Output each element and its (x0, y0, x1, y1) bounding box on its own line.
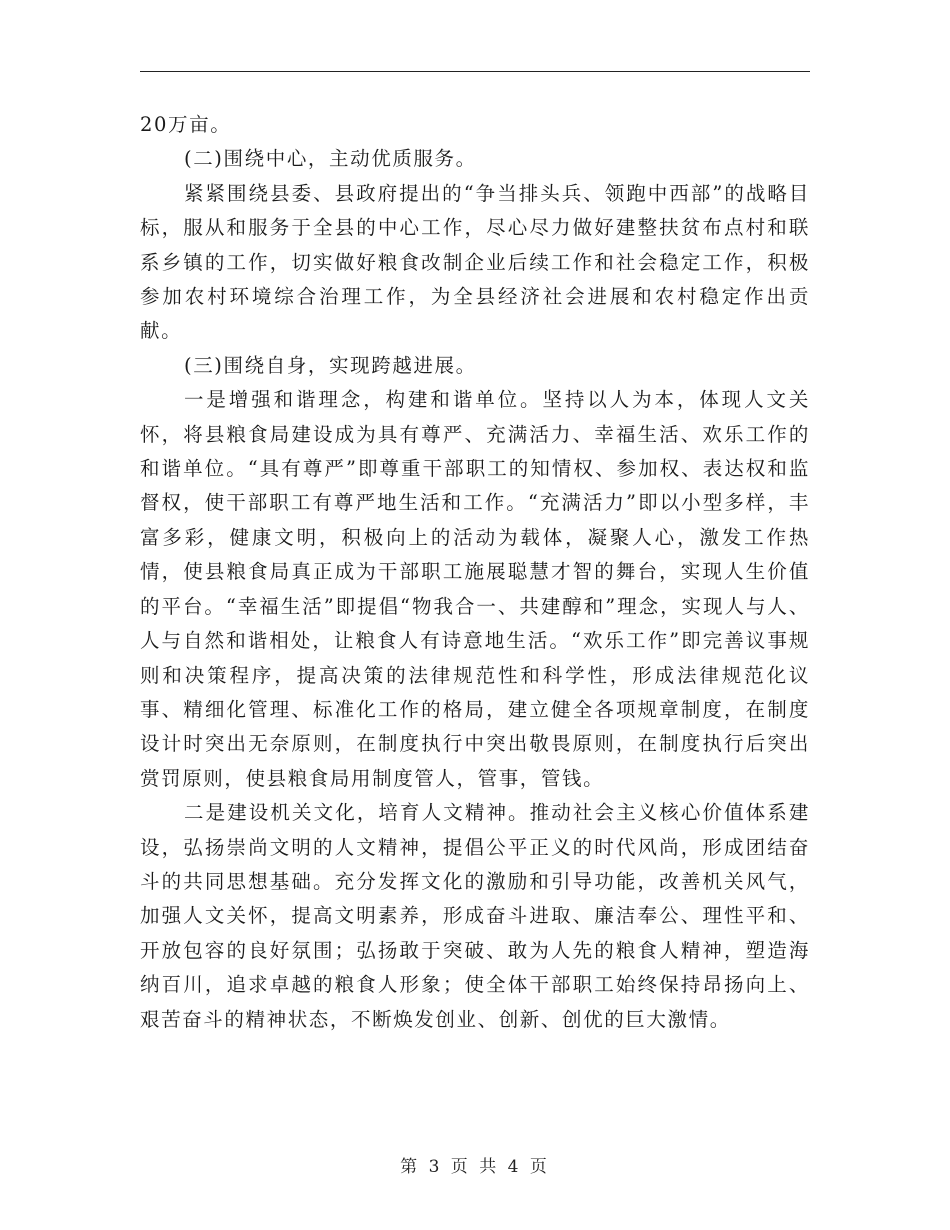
section-heading-2: (二)围绕中心，主动优质服务。 (184, 147, 477, 171)
paragraph-6: 二是建设机关文化，培育人文精神。推动社会主义核心价值体系建设，弘扬崇尚文明的人文精神，提倡公平正义的时代风尚，形成团结奋斗的共同思想基础。充分发挥文化的激励和引导功能，改善机关风气，加强人文关怀，提高文明素养，形成奋斗进取、廉洁奉公、理性平和、开放包容的良好氛围；弘扬敢于突破、敢为人先的粮食人精神，塑造海纳百川，追求卓越的粮食人形象；使全体干部职工始终保持昂扬向上、艰苦奋斗的精神状态，不断焕发创业、创新、创优的巨大激情。 (140, 801, 810, 1031)
paragraph-3: 紧紧围绕县委、县政府提出的“争当排头兵、领跑中西部”的战略目标，服从和服务于全县的中心工作，尽心尽力做好建整扶贫布点村和联系乡镇的工作，切实做好粮食改制企业后续工作和社会稳定工作，积极参加农村环境综合治理工作，为全县经济社会进展和农村稳定作出贡献。 (140, 181, 810, 343)
section-heading-3: (三)围绕自身，实现跨越进展。 (184, 353, 477, 377)
header-rule (140, 71, 810, 72)
body-text (140, 108, 810, 1037)
page-number-footer: 第 3 页 共 4 页 (400, 1157, 550, 1177)
paragraph-5: 一是增强和谐理念，构建和谐单位。坚持以人为本，体现人文关怀，将县粮食局建设成为具有尊严、充满活力、幸福生活、欢乐工作的和谐单位。“具有尊严”即尊重干部职工的知情权、参加权、表达权和监督权，使干部职工有尊严地生活和工作。“充满活力”即以小型多样，丰富多彩，健康文明，积极向上的活动为载体，凝聚人心，激发工作热情，使县粮食局真正成为干部职工施展聪慧才智的舞台，实现人生价值的平台。“幸福生活”即提倡“物我合一、共建醇和”理念，实现人与人、人与自然和谐相处，让粮食人有诗意地生活。“欢乐工作”即完善议事规则和决策程序，提高决策的法律规范性和科学性，形成法律规范化议事、精细化管理、标准化工作的格局，建立健全各项规章制度，在制度设计时突出无奈原则，在制度执行中突出敬畏原则，在制度执行后突出赏罚原则，使县粮食局用制度管人，管事，管钱。 (140, 388, 810, 790)
paragraph-1: 20万亩。 (140, 113, 232, 136)
